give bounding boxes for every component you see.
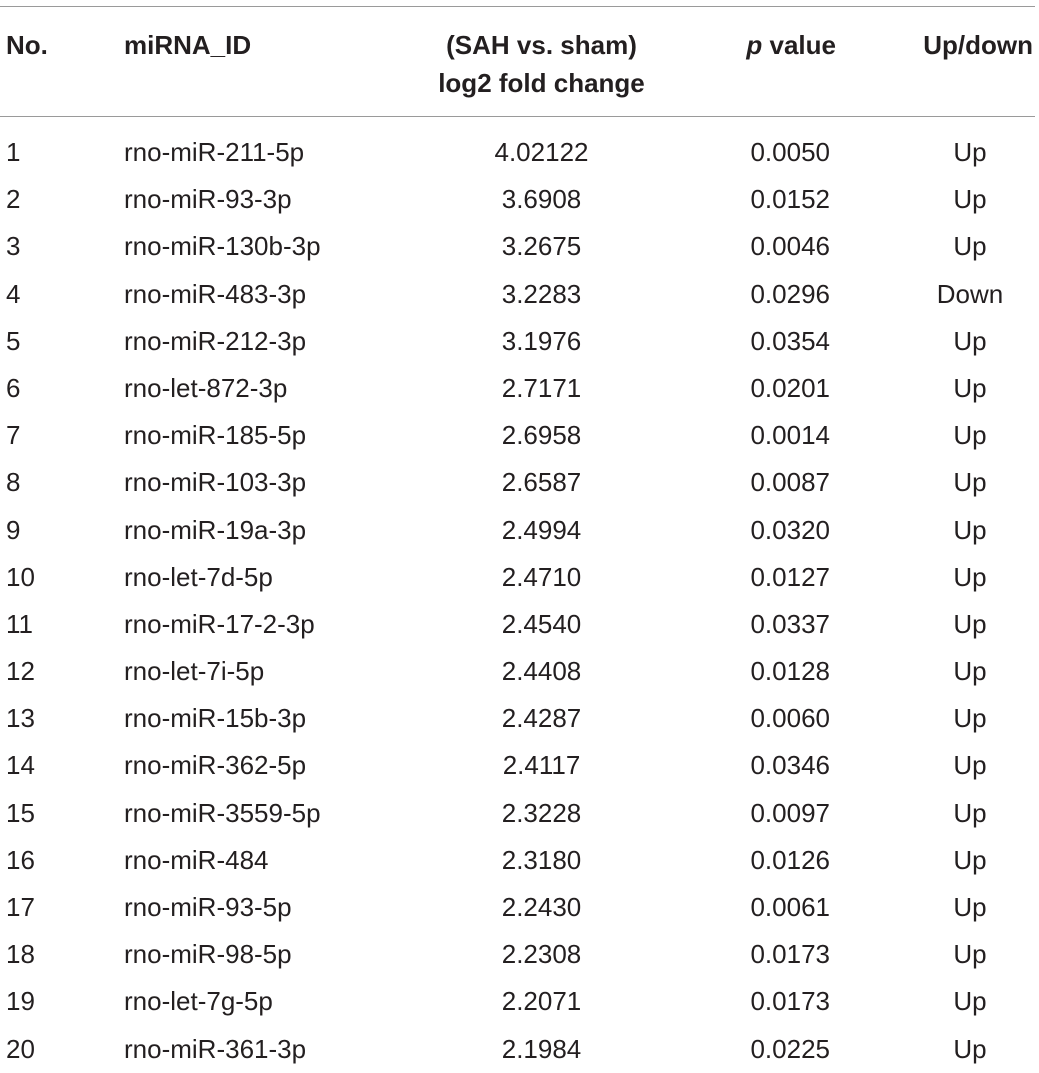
direction-cell: Up <box>953 467 987 498</box>
row-number: 20 <box>6 1033 35 1064</box>
mirna-id-cell: rno-miR-19a-3p <box>124 514 307 545</box>
fold-change-cell: 2.4994 <box>501 514 582 545</box>
direction-cell: Up <box>953 750 987 781</box>
mirna-id-cell: rno-let-7d-5p <box>124 561 273 592</box>
fold-change-cell: 3.1976 <box>501 325 582 356</box>
table-row <box>0 601 1039 648</box>
p-value-cell: 0.0014 <box>750 420 830 451</box>
row-number: 14 <box>6 750 35 781</box>
table-row <box>0 176 1039 223</box>
table-row <box>0 412 1039 459</box>
fold-change-cell: 3.6908 <box>501 184 582 215</box>
p-value-cell: 0.0354 <box>750 325 830 356</box>
p-value-cell: 0.0152 <box>750 184 830 215</box>
mirna-id-cell: rno-miR-212-3p <box>124 325 307 356</box>
direction-cell: Up <box>953 137 987 167</box>
direction-cell: Up <box>953 939 987 970</box>
mirna-id-cell: rno-miR-3559-5p <box>124 797 321 828</box>
p-value-cell: 0.0060 <box>750 703 830 734</box>
mirna-id-cell: rno-miR-362-5p <box>124 750 307 781</box>
table-row <box>0 837 1039 884</box>
direction-cell: Up <box>953 420 987 451</box>
fold-change-cell: 2.4117 <box>502 750 581 781</box>
mirna-id-cell: rno-miR-98-5p <box>124 939 292 970</box>
direction-cell: Up <box>953 325 987 356</box>
mirna-id-cell: rno-miR-103-3p <box>124 467 307 498</box>
row-number: 2 <box>6 184 21 215</box>
direction-cell: Up <box>953 892 987 922</box>
mirna-id-cell: rno-miR-93-5p <box>124 892 292 922</box>
mirna-id-cell: rno-let-7i-5p <box>124 656 265 687</box>
p-value-cell: 0.0097 <box>750 797 830 828</box>
row-number: 8 <box>6 467 21 498</box>
mirna-id-cell: rno-miR-93-3p <box>124 184 292 215</box>
table-row <box>0 271 1039 318</box>
row-number: 6 <box>6 372 21 403</box>
mirna-id-cell: rno-miR-483-3p <box>124 278 307 309</box>
table-row <box>0 884 1039 931</box>
mirna-id-cell: rno-miR-15b-3p <box>124 703 307 734</box>
table-row <box>0 223 1039 270</box>
direction-cell: Up <box>953 372 987 403</box>
header-fold-change <box>421 26 662 102</box>
table-row <box>0 931 1039 978</box>
row-number: 7 <box>6 420 21 451</box>
direction-cell: Up <box>953 608 987 639</box>
table-row <box>0 318 1039 365</box>
table-row <box>0 978 1039 1025</box>
direction-cell: Up <box>953 703 987 734</box>
fold-change-cell: 2.3180 <box>501 844 582 875</box>
row-number: 1 <box>6 137 21 167</box>
table-row <box>0 790 1039 837</box>
fold-change-cell: 2.2430 <box>501 892 582 922</box>
direction-cell: Up <box>953 514 987 545</box>
row-number: 11 <box>6 608 33 639</box>
fold-change-cell: 2.3228 <box>501 797 582 828</box>
header-p-value <box>746 26 836 64</box>
p-value-cell: 0.0296 <box>750 278 830 309</box>
row-number: 17 <box>6 892 35 922</box>
table-row <box>0 1026 1039 1073</box>
row-number: 5 <box>6 325 21 356</box>
direction-cell: Up <box>953 1033 987 1064</box>
direction-cell: Up <box>953 561 987 592</box>
fold-change-cell: 2.4408 <box>501 656 582 687</box>
table-row <box>0 648 1039 695</box>
row-number: 19 <box>6 986 35 1017</box>
row-number: 10 <box>6 561 35 592</box>
p-value-cell: 0.0346 <box>750 750 830 781</box>
table-row <box>0 507 1039 554</box>
table-row <box>0 554 1039 601</box>
row-number: 3 <box>6 231 21 262</box>
table-row <box>0 695 1039 742</box>
table-top-rule <box>0 6 1035 7</box>
direction-cell: Up <box>953 986 987 1017</box>
fold-change-cell: 2.4287 <box>501 703 582 734</box>
p-value-cell: 0.0173 <box>750 986 830 1017</box>
header-p-value-rest: value <box>762 30 836 60</box>
row-number: 12 <box>6 656 35 687</box>
row-number: 18 <box>6 939 35 970</box>
mirna-id-cell: rno-miR-361-3p <box>124 1033 307 1064</box>
table-row <box>0 129 1039 176</box>
fold-change-cell: 3.2675 <box>501 231 582 262</box>
fold-change-cell: 2.4710 <box>501 561 582 592</box>
fold-change-cell: 2.6587 <box>501 467 582 498</box>
mirna-id-cell: rno-miR-211-5p <box>124 137 305 167</box>
row-number: 4 <box>6 278 21 309</box>
mirna-id-cell: rno-miR-484 <box>124 844 269 875</box>
fold-change-cell: 4.02122 <box>494 137 589 167</box>
row-number: 9 <box>6 514 21 545</box>
header-no: No. <box>6 30 48 60</box>
p-value-cell: 0.0126 <box>750 844 830 875</box>
mirna-id-cell: rno-let-872-3p <box>124 372 288 403</box>
direction-cell: Down <box>936 278 1004 309</box>
header-p-value-italic: p <box>746 30 763 60</box>
mirna-id-cell: rno-miR-17-2-3p <box>124 608 315 639</box>
p-value-cell: 0.0087 <box>750 467 830 498</box>
table-row <box>0 365 1039 412</box>
mirna-id-cell: rno-miR-130b-3p <box>124 231 321 262</box>
p-value-cell: 0.0046 <box>750 231 830 262</box>
mirna-id-cell: rno-miR-185-5p <box>124 420 307 451</box>
table-row <box>0 459 1039 506</box>
row-number: 13 <box>6 703 35 734</box>
fold-change-cell: 2.2308 <box>501 939 582 970</box>
p-value-cell: 0.0061 <box>750 892 830 922</box>
table-header-rule <box>0 116 1035 117</box>
direction-cell: Up <box>953 656 987 687</box>
direction-cell: Up <box>953 231 987 262</box>
row-number: 15 <box>6 797 35 828</box>
header-mirna-id: miRNA_ID <box>124 30 252 60</box>
table-row <box>0 742 1039 789</box>
p-value-cell: 0.0201 <box>750 372 830 403</box>
fold-change-cell: 2.2071 <box>501 986 582 1017</box>
p-value-cell: 0.0337 <box>750 608 830 639</box>
mirna-id-cell: rno-let-7g-5p <box>124 986 273 1017</box>
header-up-down: Up/down <box>923 30 1033 60</box>
fold-change-cell: 3.2283 <box>501 278 582 309</box>
header-fold-change-line1: (SAH vs. sham) <box>446 30 637 60</box>
p-value-cell: 0.0320 <box>750 514 830 545</box>
direction-cell: Up <box>953 844 987 875</box>
fold-change-cell: 2.6958 <box>501 420 582 451</box>
direction-cell: Up <box>953 797 987 828</box>
p-value-cell: 0.0225 <box>750 1033 830 1064</box>
direction-cell: Up <box>953 184 987 215</box>
fold-change-cell: 2.7171 <box>501 372 582 403</box>
fold-change-cell: 2.4540 <box>501 608 582 639</box>
p-value-cell: 0.0128 <box>750 656 830 687</box>
p-value-cell: 0.0050 <box>750 137 830 167</box>
table-body <box>0 129 1039 1073</box>
p-value-cell: 0.0127 <box>750 561 830 592</box>
row-number: 16 <box>6 844 35 875</box>
p-value-cell: 0.0173 <box>750 939 830 970</box>
header-fold-change-line2: log2 fold change <box>438 68 645 98</box>
fold-change-cell: 2.1984 <box>501 1033 582 1064</box>
